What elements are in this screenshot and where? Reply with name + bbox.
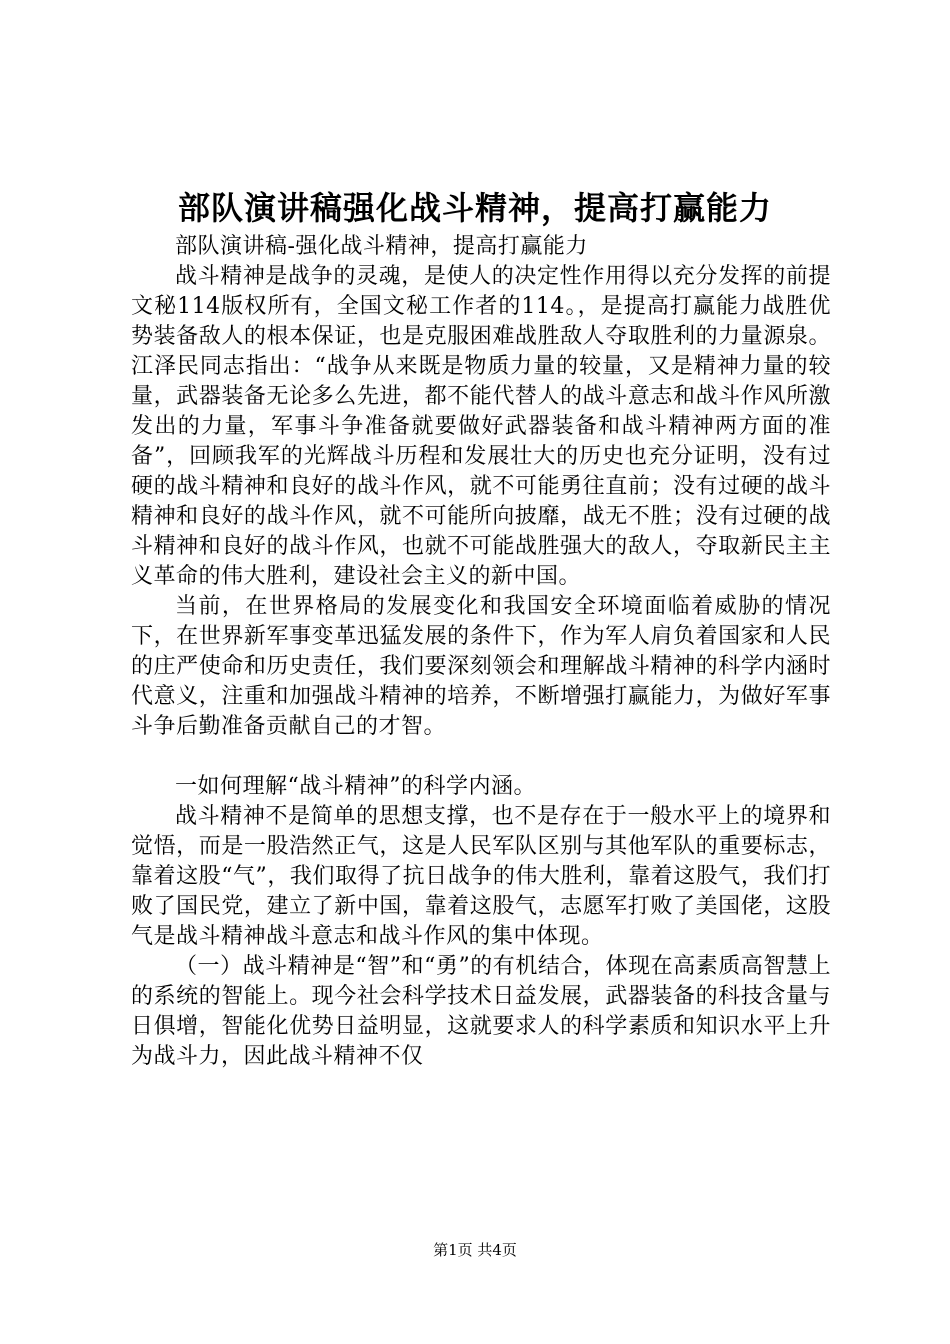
paragraph: 当前，在世界格局的发展变化和我国安全环境面临着威胁的情况下，在世界新军事变革迅猛发展的条件下，作为军人肩负着国家和人民的庄严使命和历史责任，我们要深刻领会和理解战斗精神的科学内涵时代意义，注重和加强战斗精神的培养，不断增强打赢能力，为做好军事斗争后勤准备贡献自己的才智。 <box>131 594 831 739</box>
section-heading: 一如何理解“战斗精神”的科学内涵。 <box>175 774 536 799</box>
paragraph-subtitle: 部队演讲稿-强化战斗精神，提高打赢能力 <box>175 234 588 259</box>
paragraph: （一）战斗精神是“智”和“勇”的有机结合，体现在高素质高智慧上的系统的智能上。现今社会科学技术日益发展，武器装备的科技含量与日俱增，智能化优势日益明显，这就要求人的科学素质和知识水平上升为战斗力，因此战斗精神不仅 <box>131 954 831 1069</box>
paragraph: 战斗精神是战争的灵魂，是使人的决定性作用得以充分发挥的前提文秘114版权所有，全国文秘工作者的114。，是提高打赢能力战胜优势装备敌人的根本保证，也是克服困难战胜敌人夺取胜利的力量源泉。江泽民同志指出：“战争从来既是物质力量的较量，又是精神力量的较量，武器装备无论多么先进，都不能代替人的战斗意志和战斗作风所激发出的力量，军事斗争准备就要做好武器装备和战斗精神两方面的准备”，回顾我军的光辉战斗历程和发展壮大的历史也充分证明，没有过硬的战斗精神和良好的战斗作风，就不可能勇往直前；没有过硬的战斗精神和良好的战斗作风，就不可能所向披靡，战无不胜；没有过硬的战斗精神和良好的战斗作风，也就不可能战胜强大的敌人，夺取新民主主义革命的伟大胜利，建设社会主义的新中国。 <box>131 264 831 589</box>
page-footer: 第1页 共4页 <box>433 1241 517 1259</box>
document-body <box>131 232 831 1072</box>
paragraph: 战斗精神不是简单的思想支撑，也不是存在于一般水平上的境界和觉悟，而是一股浩然正气，这是人民军队区别与其他军队的重要标志，靠着这股“气”，我们取得了抗日战争的伟大胜利，靠着这股气，我们打败了国民党，建立了新中国，靠着这股气，志愿军打败了美国佬，这股气是战斗精神战斗意志和战斗作风的集中体现。 <box>131 804 831 949</box>
document-title: 部队演讲稿强化战斗精神，提高打赢能力 <box>177 189 772 227</box>
blank-line <box>131 742 831 772</box>
